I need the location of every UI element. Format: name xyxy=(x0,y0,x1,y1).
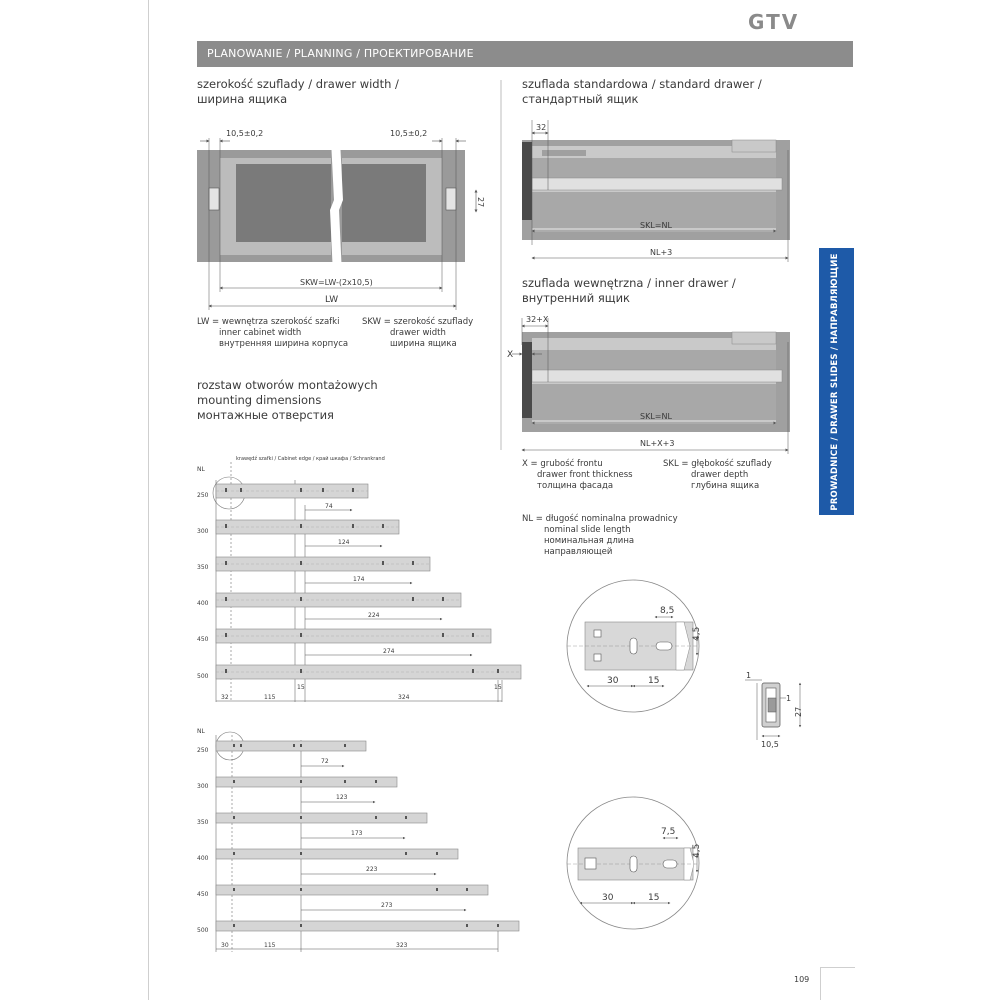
legend-skw-line-1: SKW = szerokość szuflady xyxy=(362,317,474,327)
nl-axis-label-2: NL xyxy=(197,728,205,735)
slide2-row-250 xyxy=(197,741,366,766)
slide-right xyxy=(446,188,456,210)
bottom-dim-32: 32 xyxy=(221,694,229,701)
profile-dim-top: 1 xyxy=(746,671,752,680)
standard-drawer-drawing xyxy=(522,120,790,262)
slide2-row-450 xyxy=(197,885,488,910)
inner-dim-offset: 32+X xyxy=(526,315,549,324)
spacing2-173: 173 xyxy=(351,830,363,837)
legend-skl-line-2: drawer depth xyxy=(691,470,749,480)
detail2-dim-30: 30 xyxy=(602,893,614,903)
detail1-dim-30: 30 xyxy=(607,676,619,686)
slide-row-400 xyxy=(197,593,461,619)
slide-row-450 xyxy=(197,629,491,655)
slide-row-300 xyxy=(197,520,399,546)
page-number: 109 xyxy=(794,975,810,984)
lw-label: LW xyxy=(325,295,339,305)
mounting-table-1 xyxy=(197,455,521,702)
legend-skl-line-3: глубина ящика xyxy=(691,481,760,491)
legend-nl-line-1: NL = długość nominalna prowadnicy xyxy=(522,514,678,524)
bottom-dim-15-b: 15 xyxy=(494,684,502,691)
slide-profile xyxy=(745,671,803,749)
bottom-dim-15-a: 15 xyxy=(297,684,305,691)
slide-row-250 xyxy=(197,484,368,510)
spacing-274: 274 xyxy=(383,648,395,655)
gtv-logo: GTV xyxy=(748,10,800,34)
detail1-dim-15: 15 xyxy=(648,676,660,686)
profile-dim-width: 10,5 xyxy=(761,740,779,749)
spacing2-273: 273 xyxy=(381,902,393,909)
legend-lw-line-2: inner cabinet width xyxy=(219,328,302,338)
legend-lw-line-1: LW = wewnętrza szerokość szafki xyxy=(197,317,340,327)
inner-front xyxy=(522,342,532,418)
dim-left-label: 10,5±0,2 xyxy=(226,129,264,138)
section-title-bar: PLANOWANIE / PLANNING / ПРОЕКТИРОВАНИЕ xyxy=(197,41,853,67)
std-front xyxy=(522,142,532,220)
profile-dim-mid: 1 xyxy=(786,694,792,703)
legend-x-line-1: X = grubość frontu xyxy=(522,459,603,469)
mounting-table-2 xyxy=(197,728,519,952)
std-slide xyxy=(532,178,782,190)
slide2-row-400 xyxy=(197,849,458,874)
bottom-dim-115: 115 xyxy=(264,694,276,701)
inner-skl-label: SKL=NL xyxy=(640,412,672,421)
slide-row-500 xyxy=(197,665,521,680)
spacing2-72: 72 xyxy=(321,758,329,765)
detail1-hole-width: 8,5 xyxy=(660,606,675,616)
slide2-row-500 xyxy=(197,921,519,934)
bottom2-dim-30: 30 xyxy=(221,942,229,949)
spacing-124: 124 xyxy=(338,539,350,546)
std-nl-label: NL+3 xyxy=(650,248,673,257)
row-length-250: 250 xyxy=(197,492,209,499)
std-skl-label: SKL=NL xyxy=(640,221,672,230)
slide-row-350 xyxy=(197,557,430,583)
spacing2-223: 223 xyxy=(366,866,378,873)
row-length-350: 350 xyxy=(197,564,209,571)
spacing-174: 174 xyxy=(353,576,365,583)
standard-drawer-heading: szuflada standardowa / standard drawer / стандартный ящик xyxy=(522,77,762,106)
inner-x-label: X xyxy=(507,350,514,360)
row2-length-500: 500 xyxy=(197,927,209,934)
detail2-hole-width: 7,5 xyxy=(661,827,676,837)
inner-nl-label: NL+X+3 xyxy=(640,439,675,448)
inner-drawer-heading: szuflada wewnętrzna / inner drawer / внутренний ящик xyxy=(522,276,736,305)
row2-length-450: 450 xyxy=(197,891,209,898)
row2-length-350: 350 xyxy=(197,819,209,826)
row2-length-400: 400 xyxy=(197,855,209,862)
spacing2-123: 123 xyxy=(336,794,348,801)
legend-nl-line-2: nominal slide length xyxy=(544,525,631,535)
dim-height-label: 27 xyxy=(476,197,485,208)
legend-skw-line-2: drawer width xyxy=(390,328,446,338)
nl-axis-label-1: NL xyxy=(197,466,205,473)
drawer-width-drawing xyxy=(197,129,485,310)
slide2-row-350 xyxy=(197,813,427,838)
dim-right-label: 10,5±0,2 xyxy=(390,129,428,138)
bottom2-dim-323: 323 xyxy=(396,942,408,949)
drawer-right-inner xyxy=(342,164,426,242)
side-tab-label: PROWADNICE / DRAWER SLIDES / НАПРАВЛЯЮЩИЕ xyxy=(830,253,840,511)
detail2-hole-height: 4,5 xyxy=(692,843,702,858)
inner-drawer-drawing xyxy=(507,315,790,454)
profile-dim-height: 27 xyxy=(794,706,803,717)
row-length-400: 400 xyxy=(197,600,209,607)
row-length-300: 300 xyxy=(197,528,209,535)
row-length-500: 500 xyxy=(197,673,209,680)
legend-x-line-3: толщина фасада xyxy=(537,481,614,491)
legend-nl-line-4: направляющей xyxy=(544,547,613,557)
row2-length-250: 250 xyxy=(197,747,209,754)
spacing-74: 74 xyxy=(325,503,333,510)
inner-slide xyxy=(532,370,782,382)
drawer-width-heading: szerokość szuflady / drawer width / ширина ящика xyxy=(197,77,399,106)
hole-detail-2 xyxy=(567,797,702,929)
legend-x-line-2: drawer front thickness xyxy=(537,470,633,480)
legend-nl-line-3: номинальная длина xyxy=(544,536,635,546)
row2-length-300: 300 xyxy=(197,783,209,790)
legend-lw-line-3: внутренняя ширина корпуса xyxy=(219,339,349,349)
skw-formula: SKW=LW-(2x10,5) xyxy=(300,278,373,287)
cabinet-edge-label: krawędź szafki / Cabinet edge / край шкафа / Schrankrand xyxy=(236,456,385,462)
std-dim-offset: 32 xyxy=(536,123,547,132)
legend-skl-line-1: SKL = głębokość szuflady xyxy=(663,459,772,469)
detail2-dim-15: 15 xyxy=(648,893,660,903)
bottom-dim-324: 324 xyxy=(398,694,410,701)
bottom2-dim-115: 115 xyxy=(264,942,276,949)
drawer-left-inner xyxy=(236,164,331,242)
legend-skw-line-3: ширина ящика xyxy=(390,339,457,349)
detail1-hole-height: 4,5 xyxy=(692,626,702,641)
slide2-row-300 xyxy=(197,777,397,802)
hole-detail-1 xyxy=(567,580,702,712)
mounting-heading: rozstaw otworów montażowych mounting dimensions монтажные отверстия xyxy=(197,378,378,422)
slide-left xyxy=(209,188,219,210)
spacing-224: 224 xyxy=(368,612,380,619)
row-length-450: 450 xyxy=(197,636,209,643)
